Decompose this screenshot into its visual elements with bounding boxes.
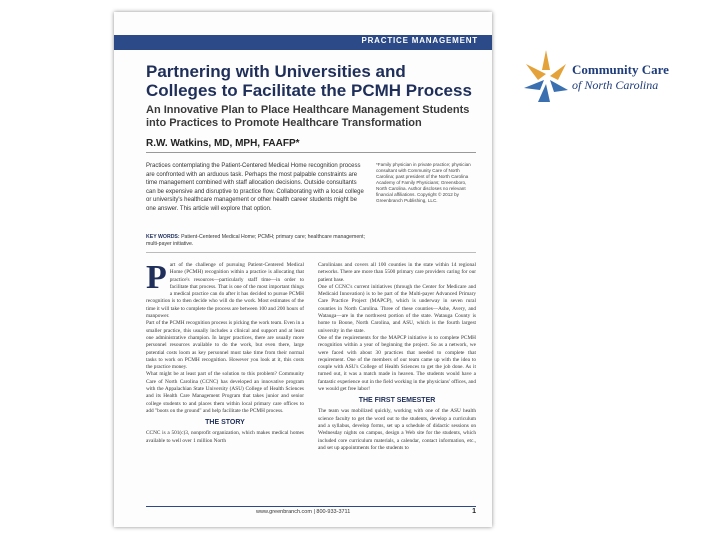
author-line: R.W. Watkins, MD, MPH, FAAFP* xyxy=(146,138,300,149)
section-heading: THE FIRST SEMESTER xyxy=(358,397,436,405)
drop-cap: P xyxy=(146,259,167,296)
paragraph: The team was mobilized quickly, working with one of the ASU health science faculty to get the word out to the students, develop a curriculum and a syllabus, develop forms, set up a schedule of didactic sessions on Wednesday nights on campus, design a Web site for the students, which included core curriculum materials, a calendar, contact information, etc., and set up appointments for the students to xyxy=(318,408,476,451)
footer-text: www.greenbranch.com | 800-933-3711 xyxy=(256,509,351,515)
article-subtitle: An Innovative Plan to Place Healthcare Management Students into Practices to Promote Healthcare Transformation xyxy=(146,104,470,129)
paragraph: Part of the PCMH recognition process is picking the work team. Even in a smaller practice, this usually includes a clinical and support and at least one administrative champion. In larger practices, there are usually more personnel resources available to do the work, but even there, large potential costs loom as key personnel must take time from their normal tasks to work on PCMH recognition. However you look at it, this costs the practice money. xyxy=(146,320,304,371)
article-title: Partnering with Universities and Colleges to Facilitate the PCMH Process xyxy=(146,62,472,100)
logo-region: of North Carolina xyxy=(572,78,659,92)
author-note: *Family physician in private practice; physician consultant with Community Care of North Carolina; past president of the North Carolina Academy of Family Physicians; Greensboro, North Carolina. Author discloses no relevant financial affiliations. Copyright © 2012 by Greenbranch Publishing, LLC. xyxy=(376,162,471,203)
paragraph: What might be at least part of the solution to this problem? Community Care of North Carolina (CCNC) has developed an innovative program with the Appalachian State University (ASU) College of Health Sciences and its Health Care Management Program that takes junior and senior college students to and places them within local primary care offices to add "boots on the ground" and help facilitate the PCMH process. xyxy=(146,371,304,414)
keywords xyxy=(146,234,366,248)
body-column-right xyxy=(318,262,476,452)
divider xyxy=(146,252,476,253)
section-band xyxy=(114,35,492,50)
abstract: Practices contemplating the Patient-Centered Medical Home recognition process are confronted with an arduous task. Perhaps the most palpable constraints are time management combined with staff allocation decisions. Outside consultants can be expensive and disruptive to practice flow. Collaborating with a local college or university's healthcare management or other health career students might be one answer. This article will explore that option. xyxy=(146,163,364,212)
page-number: 1 xyxy=(472,508,476,515)
page-footer xyxy=(146,506,476,518)
paragraph: One of the requirements for the MAPCP initiative is to complete PCMH recognition within a year of beginning the project. So as a network, we were faced with about 30 practices that needed to complete that requirement. One of the members of our team came up with the idea to couple with ASU's College of Health Sciences to get the job done. As it turned out, it was a match made in heaven. The students would have a fantastic experience out in the field working in the physicians' offices, and we would get free labor! xyxy=(318,334,476,393)
keywords-text: Patient-Centered Medical Home; PCMH; primary care; healthcare management; multi-payer initiative. xyxy=(146,234,366,247)
paragraph: CCNC is a 501(c)3, nonprofit organization, which makes medical homes available to well over 1 million North xyxy=(146,430,304,444)
footer-rule xyxy=(146,506,476,507)
article-page xyxy=(114,12,492,527)
logo-name: Community Care xyxy=(572,62,669,77)
paragraph: One of CCNC's current initiatives (through the Center for Medicare and Medicaid Innovation) is to be part of the Multi-payer Advanced Primary Care Practice Project (MAPCP), which is underway in seven rural counties in North Carolina. Three of these counties—Ashe, Avery, and Watauga—are in the northwest portion of the state. Watauga County is home to Boone, North Carolina, and ASU, which is the fourth largest university in the state. xyxy=(318,283,476,334)
divider xyxy=(146,152,476,153)
paragraph: Carolinians and covers all 100 counties in the state within 14 regional networks. There are more than 5500 primary care providers caring for our patient base. xyxy=(318,262,476,283)
paragraph: art of the challenge of pursuing Patient-Centered Medical Home (PCMH) recognition within a practice is allocating that practice's resources—particularly staff time—in order to facilitate that process. That is one of the most important things a medical practice can do after it has decided to pursue PCMH recognition is to then decide who will do the work. Most estimates of the time it will take to complete the process are between 100 and 200 hours of manpower. xyxy=(146,262,304,320)
ccnc-emblem-icon xyxy=(520,46,576,112)
section-heading: THE STORY xyxy=(205,419,245,427)
organization-logo xyxy=(520,40,710,110)
keywords-label: KEY WORDS: xyxy=(146,234,180,240)
section-label: PRACTICE MANAGEMENT xyxy=(361,36,478,45)
body-column-left xyxy=(146,259,304,445)
